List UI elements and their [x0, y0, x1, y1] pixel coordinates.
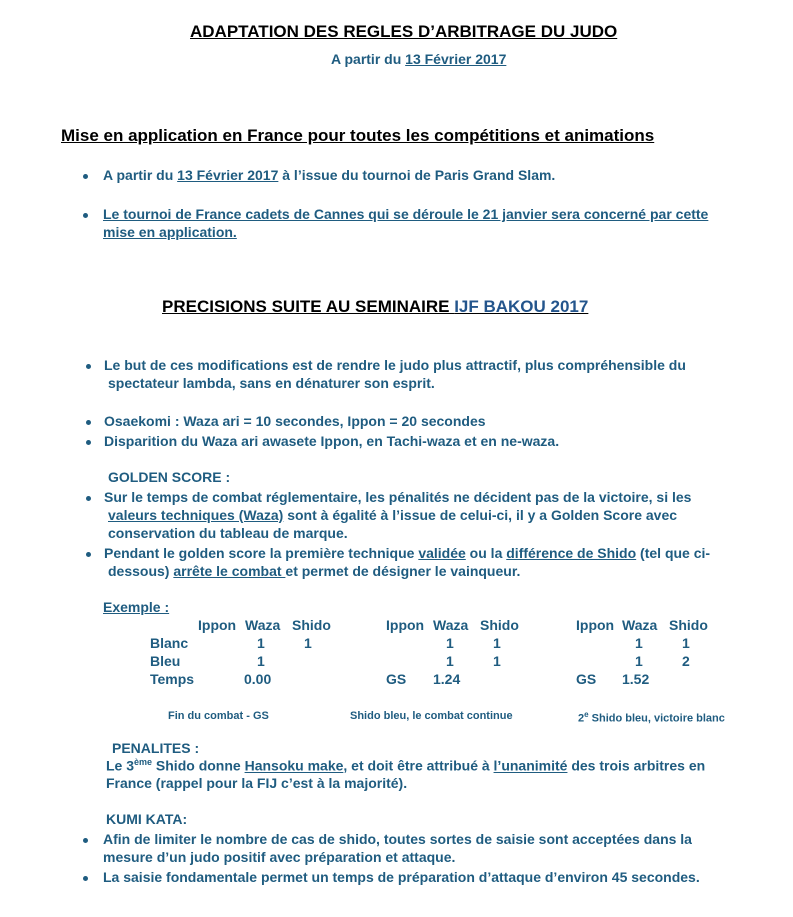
list-item-line: mise en application. [103, 224, 237, 240]
text-span: des trois arbitres en [567, 757, 706, 774]
list-item-line: mesure d’un judo positif avec préparation et attaque. [103, 849, 456, 865]
text-span: Shido bleu, victoire blanc [588, 712, 725, 725]
col-header-waza: Waza [245, 617, 281, 633]
list-item: Osaekomi : Waza ari = 10 secondes, Ippon = 20 secondes [104, 413, 486, 429]
table-cell: 1 [635, 653, 643, 669]
col-header-ippon: Ippon [576, 617, 615, 633]
table-cell: 0.00 [244, 671, 272, 687]
list-item-line [104, 545, 710, 561]
underlined-span: arrête le combat [173, 563, 286, 579]
bullet-icon [83, 174, 88, 179]
penalites-line: France (rappel pour la FIJ c’est à la majorité). [106, 775, 408, 791]
text-span: , et doit être attribué à [343, 757, 494, 774]
penalites-line [106, 757, 705, 774]
col-header-waza: Waza [433, 617, 469, 633]
text-span: Le 3 [106, 757, 135, 774]
row-label-temps: Temps [150, 671, 195, 687]
table-cell: GS [386, 671, 407, 687]
table-cell: GS [576, 671, 597, 687]
bullet-icon [86, 420, 91, 425]
bullet-icon [83, 213, 88, 218]
list-item-line: Sur le temps de combat réglementaire, les pénalités ne décident pas de la victoire, si les [104, 489, 692, 505]
list-item-line: spectateur lambda, sans en dénaturer son esprit. [108, 375, 435, 391]
bullet-icon [83, 876, 88, 881]
bullet-icon [86, 496, 91, 501]
table-cell: 1 [635, 635, 643, 651]
text-span: Pendant le golden score la première technique [104, 545, 419, 561]
heading-prefix: PRECISIONS SUITE AU SEMINAIRE [162, 297, 455, 316]
col-header-ippon: Ippon [198, 617, 237, 633]
text-span: et permet de désigner le vainqueur. [285, 563, 521, 579]
example-caption: Fin du combat - GS [168, 710, 269, 722]
text-span: sont à égalité à l’issue de celui-ci, il y a Golden Score avec [283, 507, 678, 523]
underlined-span: valeurs techniques (Waza) [108, 507, 284, 523]
col-header-shido: Shido [669, 617, 708, 633]
list-item-line: Le tournoi de France cadets de Cannes qui se déroule le 21 janvier sera concerné par cette [103, 206, 709, 222]
col-header-shido: Shido [292, 617, 331, 633]
list-item-line: Afin de limiter le nombre de cas de shido, toutes sortes de saisie sont acceptées dans la [103, 831, 692, 847]
table-cell: 2 [682, 653, 690, 669]
table-cell: 1.24 [433, 671, 461, 687]
row-label-blanc: Blanc [150, 635, 189, 651]
underlined-span: l’unanimité [493, 757, 568, 774]
superscript: ème [134, 757, 153, 767]
subtitle-date: 13 Février 2017 [405, 51, 507, 67]
underlined-span: validée [418, 545, 466, 561]
underlined-span: différence de Shido [506, 545, 637, 561]
table-cell: 1 [682, 635, 690, 651]
example-caption: Shido bleu, le combat continue [350, 710, 513, 722]
bullet-icon [86, 364, 91, 369]
heading-suffix: IJF BAKOU 2017 [454, 297, 589, 316]
list-item-line: Le but de ces modifications est de rendre le judo plus attractif, plus compréhensible du [104, 357, 686, 373]
table-cell: 1 [446, 635, 454, 651]
subtitle-prefix: A partir du [331, 51, 406, 67]
bullet-icon [83, 838, 88, 843]
bullet-icon [86, 440, 91, 445]
table-cell: 1 [257, 635, 265, 651]
document-subtitle [331, 51, 506, 67]
text-span: Shido donne [152, 757, 245, 774]
col-header-shido: Shido [480, 617, 519, 633]
document-title: ADAPTATION DES REGLES D’ARBITRAGE DU JUDO [190, 22, 618, 41]
table-cell: 1 [304, 635, 312, 651]
kumi-kata-heading: KUMI KATA: [106, 811, 188, 827]
text-span: 2 [578, 712, 585, 725]
row-label-bleu: Bleu [150, 653, 181, 669]
example-caption [578, 710, 725, 725]
list-item [103, 167, 555, 183]
table-cell: 1 [446, 653, 454, 669]
table-cell: 1.52 [622, 671, 650, 687]
col-header-waza: Waza [622, 617, 658, 633]
text-span: dessous) [108, 563, 174, 579]
section-heading-application: Mise en application en France pour toutes les compétitions et animations [61, 126, 655, 145]
list-item-line: conservation du tableau de marque. [108, 525, 348, 541]
bullet-icon [86, 552, 91, 557]
list-item-line [108, 507, 677, 523]
golden-score-heading: GOLDEN SCORE : [108, 469, 231, 485]
date-span: 13 Février 2017 [177, 167, 279, 183]
list-item: Disparition du Waza ari awasete Ippon, en Tachi-waza et en ne-waza. [104, 433, 560, 449]
penalites-heading: PENALITES : [112, 740, 200, 756]
text-span: ou la [465, 545, 507, 561]
underlined-span: Hansoku make [244, 757, 344, 774]
table-cell: 1 [257, 653, 265, 669]
table-cell: 1 [493, 653, 501, 669]
list-item: La saisie fondamentale permet un temps de préparation d’attaque d’environ 45 secondes. [103, 869, 700, 885]
text-span: (tel que ci- [636, 545, 711, 561]
list-item-line [108, 563, 520, 579]
table-cell: 1 [493, 635, 501, 651]
example-label: Exemple : [103, 599, 170, 615]
text-span: A partir du [103, 167, 178, 183]
text-span: à l’issue du tournoi de Paris Grand Slam. [278, 167, 556, 183]
col-header-ippon: Ippon [386, 617, 425, 633]
section-heading-precisions [162, 297, 588, 317]
superscript: e [584, 710, 589, 719]
